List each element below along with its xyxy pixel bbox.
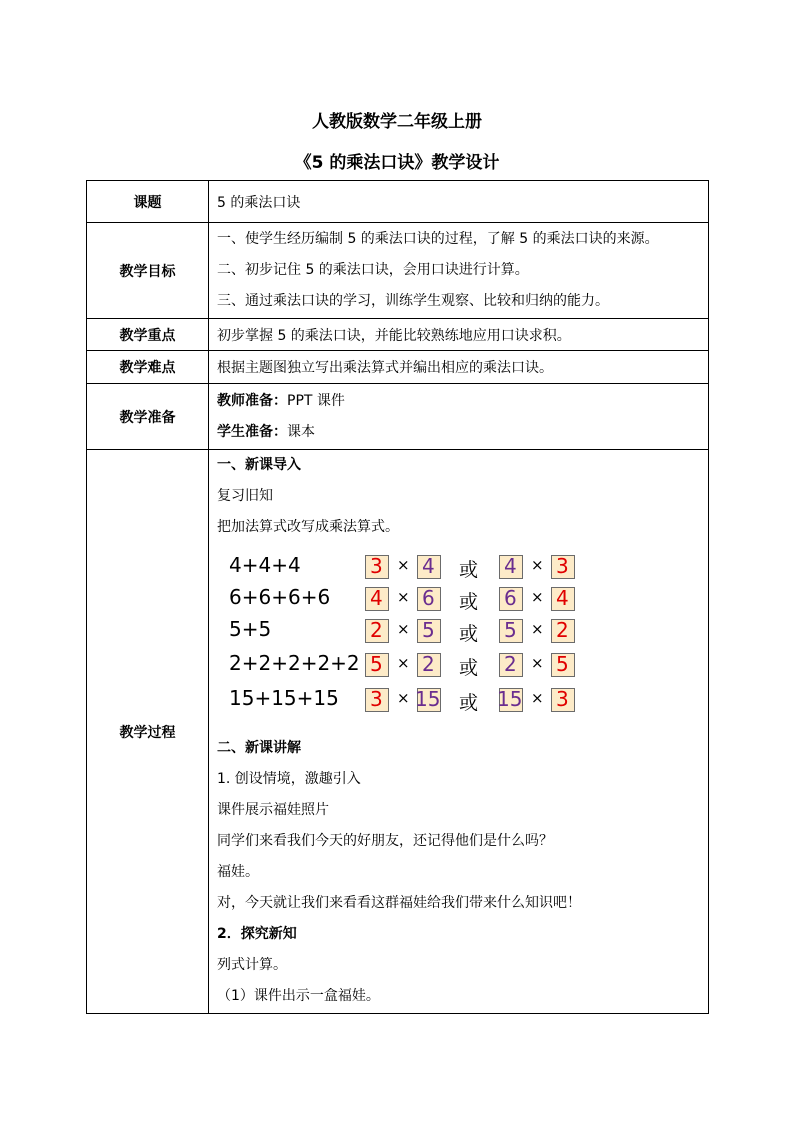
goal-item: 一、使学生经历编制 5 的乘法口诀的过程，了解 5 的乘法口诀的来源。 [217, 231, 659, 247]
paragraph: 福娃。 [217, 864, 259, 880]
answer-number: 5 [504, 618, 517, 642]
label-key-points: 教学重点 [87, 319, 209, 351]
section-heading: 二、新课讲解 [217, 740, 301, 756]
answer-number: 5 [422, 618, 435, 642]
answer-number: 2 [370, 618, 383, 642]
goal-item: 三、通过乘法口诀的学习，训练学生观察、比较和归纳的能力。 [217, 293, 609, 309]
answer-number: 3 [556, 687, 569, 711]
or-word: 或 [459, 657, 479, 679]
row-preparation [87, 384, 709, 450]
paragraph: 把加法算式改写成乘法算式。 [217, 519, 399, 535]
answer-number: 4 [556, 586, 569, 610]
addition-expression: 4+4+4 [229, 553, 301, 577]
or-word: 或 [459, 591, 479, 613]
or-word: 或 [459, 692, 479, 714]
or-word: 或 [459, 559, 479, 581]
addition-expression: 15+15+15 [229, 686, 339, 710]
section-heading: 一、新课导入 [217, 457, 301, 473]
or-word: 或 [459, 623, 479, 645]
times-symbol: × [397, 689, 410, 707]
times-symbol: × [531, 588, 544, 606]
label-difficulty: 教学难点 [87, 351, 209, 384]
paragraph: 同学们来看我们今天的好朋友，还记得他们是什么吗？ [217, 833, 553, 849]
paragraph: 列式计算。 [217, 957, 287, 973]
row-goals [87, 223, 709, 319]
label-goals: 教学目标 [87, 223, 209, 319]
answer-number: 6 [504, 586, 517, 610]
paragraph: 1. 创设情境，激趣引入 [217, 771, 361, 787]
label-preparation: 教学准备 [87, 384, 209, 450]
label-process: 教学过程 [87, 450, 209, 1014]
answer-number: 4 [422, 554, 435, 578]
addition-expression: 6+6+6+6 [229, 585, 331, 609]
answer-number: 15 [415, 687, 441, 711]
answer-number: 5 [556, 652, 569, 676]
equation-exercise [217, 543, 708, 733]
times-symbol: × [531, 654, 544, 672]
document-title: 人教版数学二年级上册 [312, 112, 482, 132]
answer-number: 3 [370, 554, 383, 578]
addition-expression: 2+2+2+2+2 [229, 651, 360, 675]
times-symbol: × [531, 556, 544, 574]
student-prep: 学生准备：课本 [217, 423, 315, 440]
answer-number: 2 [504, 652, 517, 676]
answer-number: 4 [504, 554, 517, 578]
label-topic: 课题 [87, 181, 209, 223]
answer-number: 2 [556, 618, 569, 642]
times-symbol: × [397, 654, 410, 672]
times-symbol: × [397, 556, 410, 574]
paragraph: 对，今天就让我们来看看这群福娃给我们带来什么知识吧！ [217, 895, 581, 911]
row-process [87, 450, 709, 1014]
topic-text: 5 的乘法口诀 [209, 181, 709, 223]
answer-number: 2 [422, 652, 435, 676]
addition-expression: 5+5 [229, 617, 272, 641]
difficulty-text: 根据主题图独立写出乘法算式并编出相应的乘法口诀。 [209, 351, 709, 384]
paragraph: （1）课件出示一盒福娃。 [217, 988, 380, 1004]
answer-number: 5 [370, 652, 383, 676]
lesson-plan-table [86, 180, 709, 1014]
section-heading: 2．探究新知 [217, 926, 297, 942]
key-points-text: 初步掌握 5 的乘法口诀，并能比较熟练地应用口诀求积。 [209, 319, 709, 351]
teacher-prep: 教师准备：PPT 课件 [217, 392, 345, 409]
row-difficulty [87, 351, 709, 384]
goal-item: 二、初步记住 5 的乘法口诀，会用口诀进行计算。 [217, 262, 529, 278]
answer-number: 6 [422, 586, 435, 610]
paragraph: 复习旧知 [217, 488, 273, 504]
row-topic [87, 181, 709, 223]
answer-number: 3 [556, 554, 569, 578]
answer-number: 15 [497, 687, 523, 711]
answer-number: 4 [370, 586, 383, 610]
document-subtitle: 《5 的乘法口诀》教学设计 [294, 153, 500, 173]
times-symbol: × [397, 620, 410, 638]
row-key-points [87, 319, 709, 351]
paragraph: 课件展示福娃照片 [217, 802, 329, 818]
times-symbol: × [531, 689, 544, 707]
times-symbol: × [531, 620, 544, 638]
answer-number: 3 [370, 687, 383, 711]
times-symbol: × [397, 588, 410, 606]
